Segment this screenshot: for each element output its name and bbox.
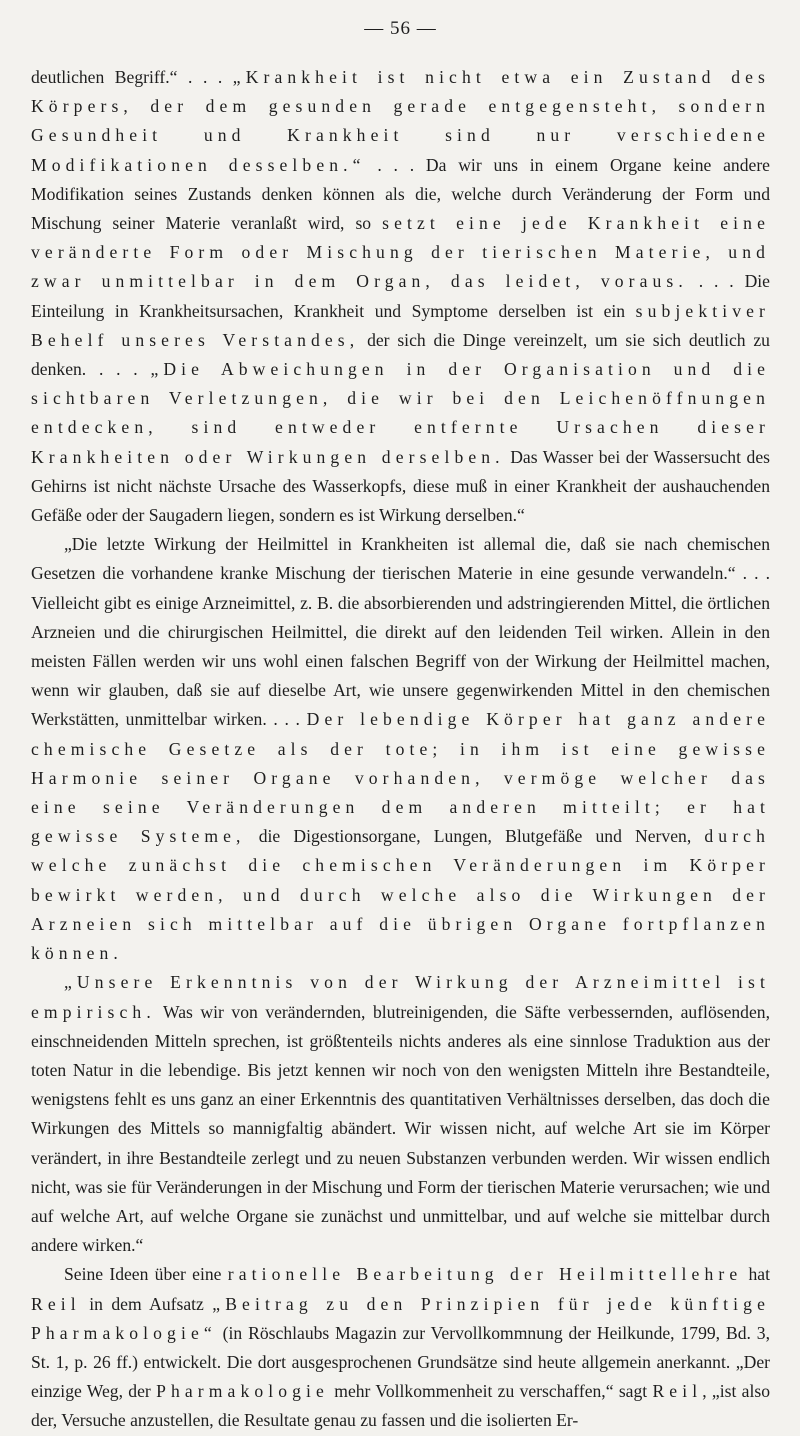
spaced-emphasis-text: Der lebendige Körper hat ganz andere chemische Gesetze als der tote; in ihm ist eine gewisse Harmonie seiner Organe vorhanden, vermöge welcher das eine seine Veränderungen dem anderen mitteilt; er hat gewisse Systeme, <box>31 709 770 847</box>
body-text: , „ist also der, Versuche anzustellen, die Resultate genau zu fassen und die isolierten Er- <box>31 1381 771 1431</box>
body-text: deutlichen Begriff.“ . . . <box>31 67 233 87</box>
paragraph-3 <box>31 968 770 1260</box>
spaced-emphasis-text: Pharmakologie <box>156 1381 329 1402</box>
spaced-emphasis-text: rationelle Bearbeitung der Heilmittellehre <box>227 1264 743 1285</box>
spaced-emphasis-text: „Krankheit ist nicht etwa ein Zustand des Körpers, der dem gesunden gerade entgegensteht, sondern Gesundheit und Krankheit sind nur verschiedene Modifikationen desselben.“ <box>31 67 770 175</box>
body-text: mehr Vollkommenheit zu verschaffen,“ sagt <box>328 1381 653 1402</box>
spaced-emphasis-text: Reil <box>31 1293 81 1314</box>
spaced-emphasis-text: „Beitrag zu den Prinzipien für jede künftige Pharmakologie“ <box>31 1293 770 1343</box>
body-text: „Die letzte Wirkung der Heilmittel in Krankheiten ist allemal die, daß sie nach chemischen Gesetzen die vorhandene kranke Mischung der tierischen Materie in eine gesunde verwandeln.“ . . . Vielleicht gibt es einige Arzneimittel, z. B. die absorbierenden und adstringierenden Mittel, die örtlichen Arzneien und die chirurgischen Heilmittel, die direkt auf den leidenden Teil wirken. Allein in den meisten Fällen werden wir uns wohl einen falschen Begriff von der Wirkung der Heilmittel machen, wenn wir glauben, daß sie auf dieselbe Art, wie unsere gegenwirkenden Mittel in den chemischen Werkstätten, unmittelbar wirken. . . . <box>31 534 770 730</box>
body-text: (in Röschlaubs Magazin zur Vervollkommnung der Heilkunde, 1799, Bd. 3, St. 1, p. 26 ff.) entwickelt. Die dort ausgesprochenen Grundsätze sind heute allgemein anerkannt. „Der einzige Weg, der <box>31 1322 770 1402</box>
body-text: die Digestionsorgane, Lungen, Blutgefäße und Nerven, <box>245 826 705 847</box>
body-text: Seine Ideen über eine <box>64 1264 228 1285</box>
spaced-emphasis-text: Reil <box>652 1381 703 1402</box>
page-number: — 56 — <box>364 18 437 39</box>
spaced-emphasis-text: setzt eine jede Krankheit eine veränderte Form oder Mischung der tierischen Materie, und zwar unmittelbar in dem Organ, das leidet, voraus. <box>31 213 770 292</box>
body-text: . . . Da wir uns in einem Organe keine andere Modifikation seines Zustands denken können als die, welche durch Veränderung der Form und Mischung seiner Materie veranlaßt wird, so <box>31 154 770 234</box>
spaced-emphasis-text: durch welche zunächst die chemischen Veränderungen im Körper bewirkt werden, und durch welche also die Wirkungen der Arzneien sich mittelbar auf die übrigen Organe fortpflanzen können. <box>31 826 770 964</box>
body-text: in dem Aufsatz <box>80 1293 213 1314</box>
body-text: . . . Die Einteilung in Krankheitsursachen, Krankheit und Symptome derselben ist ein <box>31 271 770 321</box>
body-text: der sich die Dinge vereinzelt, um sie sich deutlich zu denken. . . . <box>31 329 770 380</box>
spaced-emphasis-text: subjektiver Behelf unseres Verstandes, <box>31 300 770 350</box>
paragraph-1 <box>31 63 770 530</box>
spaced-emphasis-text: „Unsere Erkenntnis von der Wirkung der Arzneimittel ist empirisch. <box>31 972 770 1022</box>
spaced-emphasis-text: „Die Abweichungen in der Organisation und die sichtbaren Verletzungen, die wir bei den Leichenöffnungen entdecken, sind entweder entfernte Ursachen dieser Krankheiten oder Wirkungen derselben. <box>31 359 770 467</box>
paragraph-4 <box>31 1260 770 1435</box>
body-text: Das Wasser bei der Wassersucht des Gehirns ist nicht nächste Ursache des Wasserkopfs, diese muß in einer Krankheit der aushauchenden Gefäße oder der Saugadern liegen, sondern es ist Wirkung derselben.“ <box>31 446 770 526</box>
paragraph-2 <box>31 530 770 968</box>
body-text: hat <box>742 1264 770 1285</box>
body-text: Was wir von verändernden, blutreinigenden, die Säfte verbessernden, auflösenden, einschneidenden Mitteln sprechen, ist größtenteils nichts anderes als eine sinnlose Traduktion aus der toten Natur in die lebendige. Bis jetzt kennen wir noch von den wenigsten Mitteln ihre Bestandteile, wenigstens fehlt es uns ganz an einer Erkenntnis des quantitativen Verhältnisses derselben, das doch die Wirkungen des Mittels so mannigfaltig abändert. Wir wissen nicht, auf welche Art sie im Körper verändert, in ihre Bestandteile zerlegt und zu neuen Substanzen verbunden werden. Wir wissen endlich nicht, was sie für Veränderungen in der Mischung und Form der tierischen Materie verursachen; wie und auf welche Art, auf welche Organe sie zunächst und unmittelbar, und auf welche sie mittelbar durch andere wirken.“ <box>31 1001 770 1256</box>
